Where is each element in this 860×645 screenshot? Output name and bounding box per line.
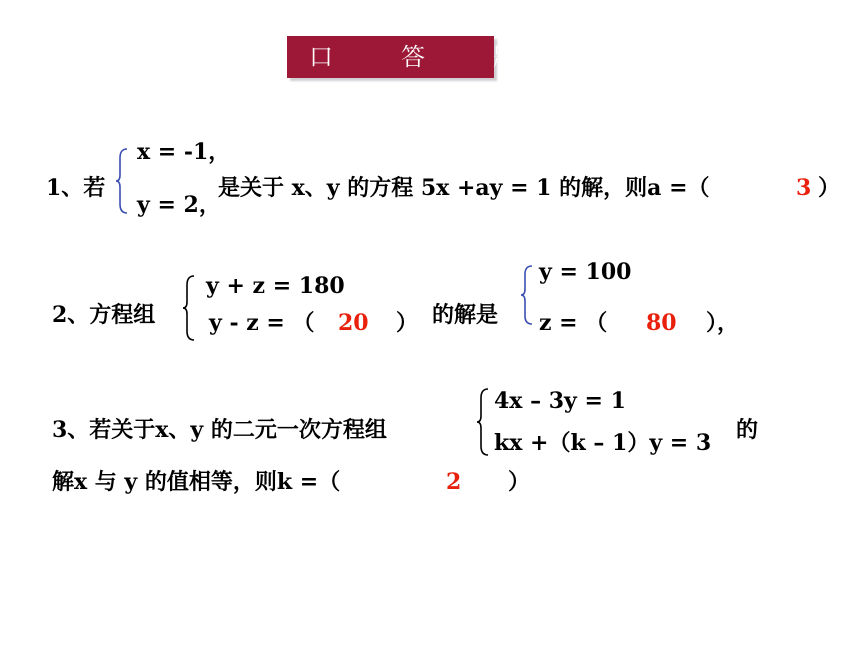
q2-close-1: ） <box>396 310 419 336</box>
page-title: 口 答 题 <box>287 36 494 78</box>
q3-equation-1: 4x – 3y = 1 <box>494 388 626 414</box>
q2-prefix: 2、方程组 <box>52 302 156 328</box>
q1-close: ） <box>818 175 841 201</box>
q2-answer-2: 80 <box>646 310 677 336</box>
q3-line-2: 解x 与 y 的值相等，则k =（ <box>52 469 341 495</box>
q2-solution-1: y = 100 <box>539 259 632 285</box>
q2-equation-1: y + z = 180 <box>206 273 345 299</box>
brace-icon <box>183 275 197 341</box>
q3-equation-2: kx +（k – 1）y = 3 <box>494 430 712 456</box>
q2-answer-1: 20 <box>338 310 369 336</box>
q3-close: ） <box>508 469 531 495</box>
q1-body: 是关于 x、y 的方程 5x +ay = 1 的解，则a =（ <box>218 175 710 201</box>
q2-close-2: ）， <box>706 310 740 336</box>
q3-suffix: 的 <box>736 417 759 443</box>
q2-solution-2: z = （ <box>539 310 608 336</box>
q1-equation-1: x = -1， <box>137 139 231 165</box>
q1-prefix: 1、若 <box>46 175 106 201</box>
q1-equation-2: y = 2， <box>137 192 221 218</box>
q3-answer: 2 <box>446 469 462 495</box>
q2-equation-2: y - z = （ <box>209 310 315 336</box>
q1-answer: 3 <box>796 175 812 201</box>
q3-prefix: 3、若关于x、y 的二元一次方程组 <box>52 417 387 443</box>
brace-icon <box>116 148 130 214</box>
q2-middle: 的解是 <box>432 302 499 328</box>
brace-icon <box>521 265 535 325</box>
brace-icon <box>477 388 491 456</box>
